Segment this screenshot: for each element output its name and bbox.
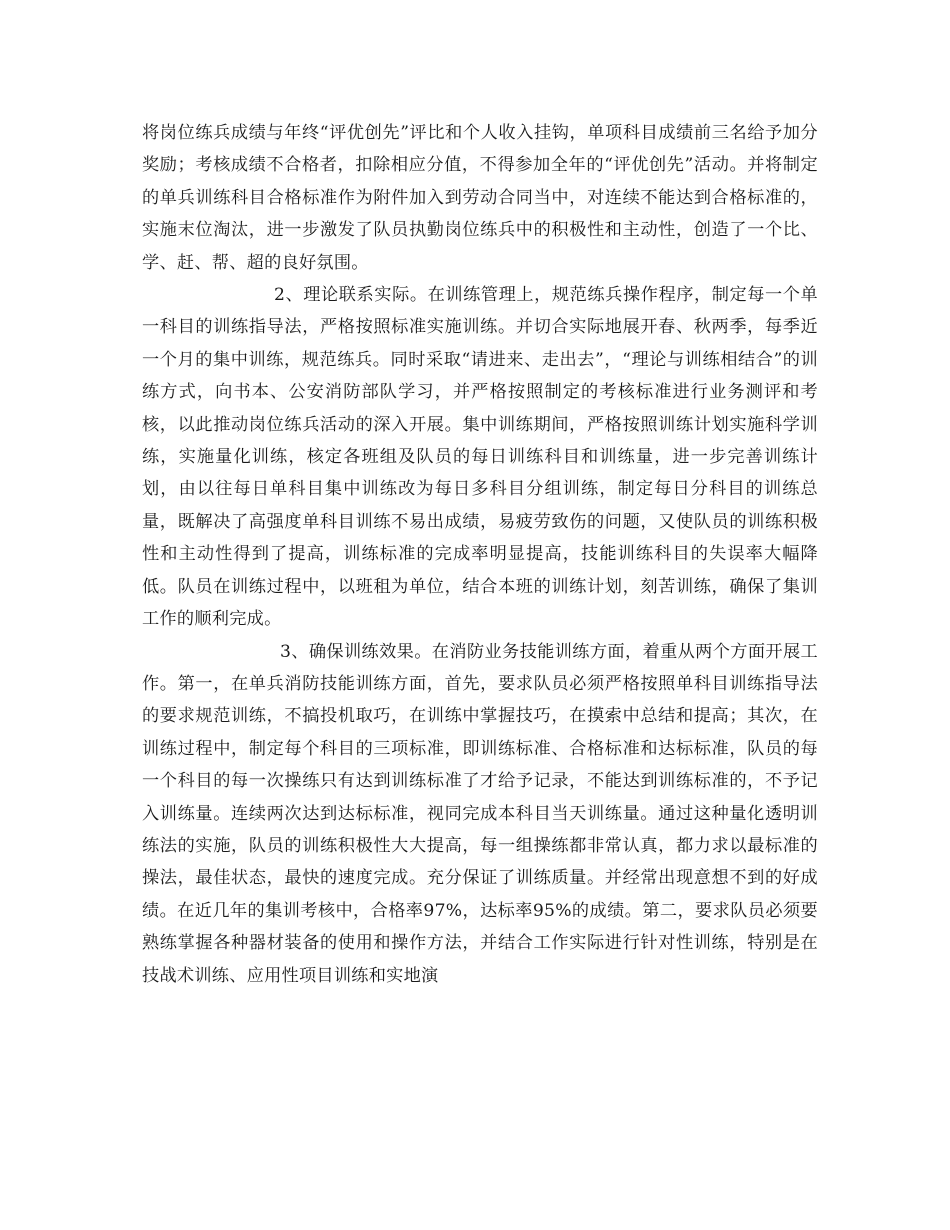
paragraph-training-effect: 3、确保训练效果。在消防业务技能训练方面，着重从两个方面开展工作。第一，在单兵消防技能训练方面，首先，要求队员必须严格按照单科目训练指导法的要求规范训练，不搞投机取巧，在训练中掌握技巧，在摸索中总结和提高；其次，在训练过程中，制定每个科目的三项标准，即训练标准、合格标准和达标标准，队员的每一个科目的每一次操练只有达到训练标准了才给予记录，不能达到训练标准的，不予记入训练量。连续两次达到达标标准，视同完成本科目当天训练量。通过这种量化透明训练法的实施，队员的训练积极性大大提高，每一组操练都非常认真，都力求以最标准的操法，最佳状态，最快的速度完成。充分保证了训练质量。并经常出现意想不到的好成绩。在近几年的集训考核中，合格率97%，达标率95%的成绩。第二，要求队员必须要熟练掌握各种器材装备的使用和操作方法，并结合工作实际进行针对性训练，特别是在技战术训练、应用性项目训练和实地演 — [142, 641, 818, 986]
paragraph-theory-practice: 2、理论联系实际。在训练管理上，规范练兵操作程序，制定每一个单一科目的训练指导法，严格按照标准实施训练。并切合实际地展开春、秋两季，每季近一个月的集中训练，规范练兵。同时采取“请进来、走出去”，“理论与训练相结合”的训练方式，向书本、公安消防部队学习，并严格按照制定的考核标准进行业务测评和考核，以此推动岗位练兵活动的深入开展。集中训练期间，严格按照训练计划实施科学训练，实施量化训练，核定各班组及队员的每日训练科目和训练量，进一步完善训练计划，由以往每日单科目集中训练改为每日多科目分组训练，制定每日分科目的训练总量，既解决了高强度单科目训练不易出成绩，易疲劳致伤的问题，又使队员的训练积极性和主动性得到了提高，训练标准的完成率明显提高，技能训练科目的失误率大幅降低。队员在训练过程中，以班租为单位，结合本班的训练计划，刻苦训练，确保了集训工作的顺利完成。 — [142, 285, 818, 630]
document-body — [142, 117, 818, 992]
paragraph-incentive: 将岗位练兵成绩与年终“评优创先”评比和个人收入挂钩，单项科目成绩前三名给予加分奖励；考核成绩不合格者，扣除相应分值，不得参加全年的“评优创先”活动。并将制定的单兵训练科目合格标准作为附件加入到劳动合同当中，对连续不能达到合格标准的，实施末位淘汰，进一步激发了队员执勤岗位练兵中的积极性和主动性，创造了一个比、学、赶、帮、超的良好氛围。 — [142, 123, 818, 273]
